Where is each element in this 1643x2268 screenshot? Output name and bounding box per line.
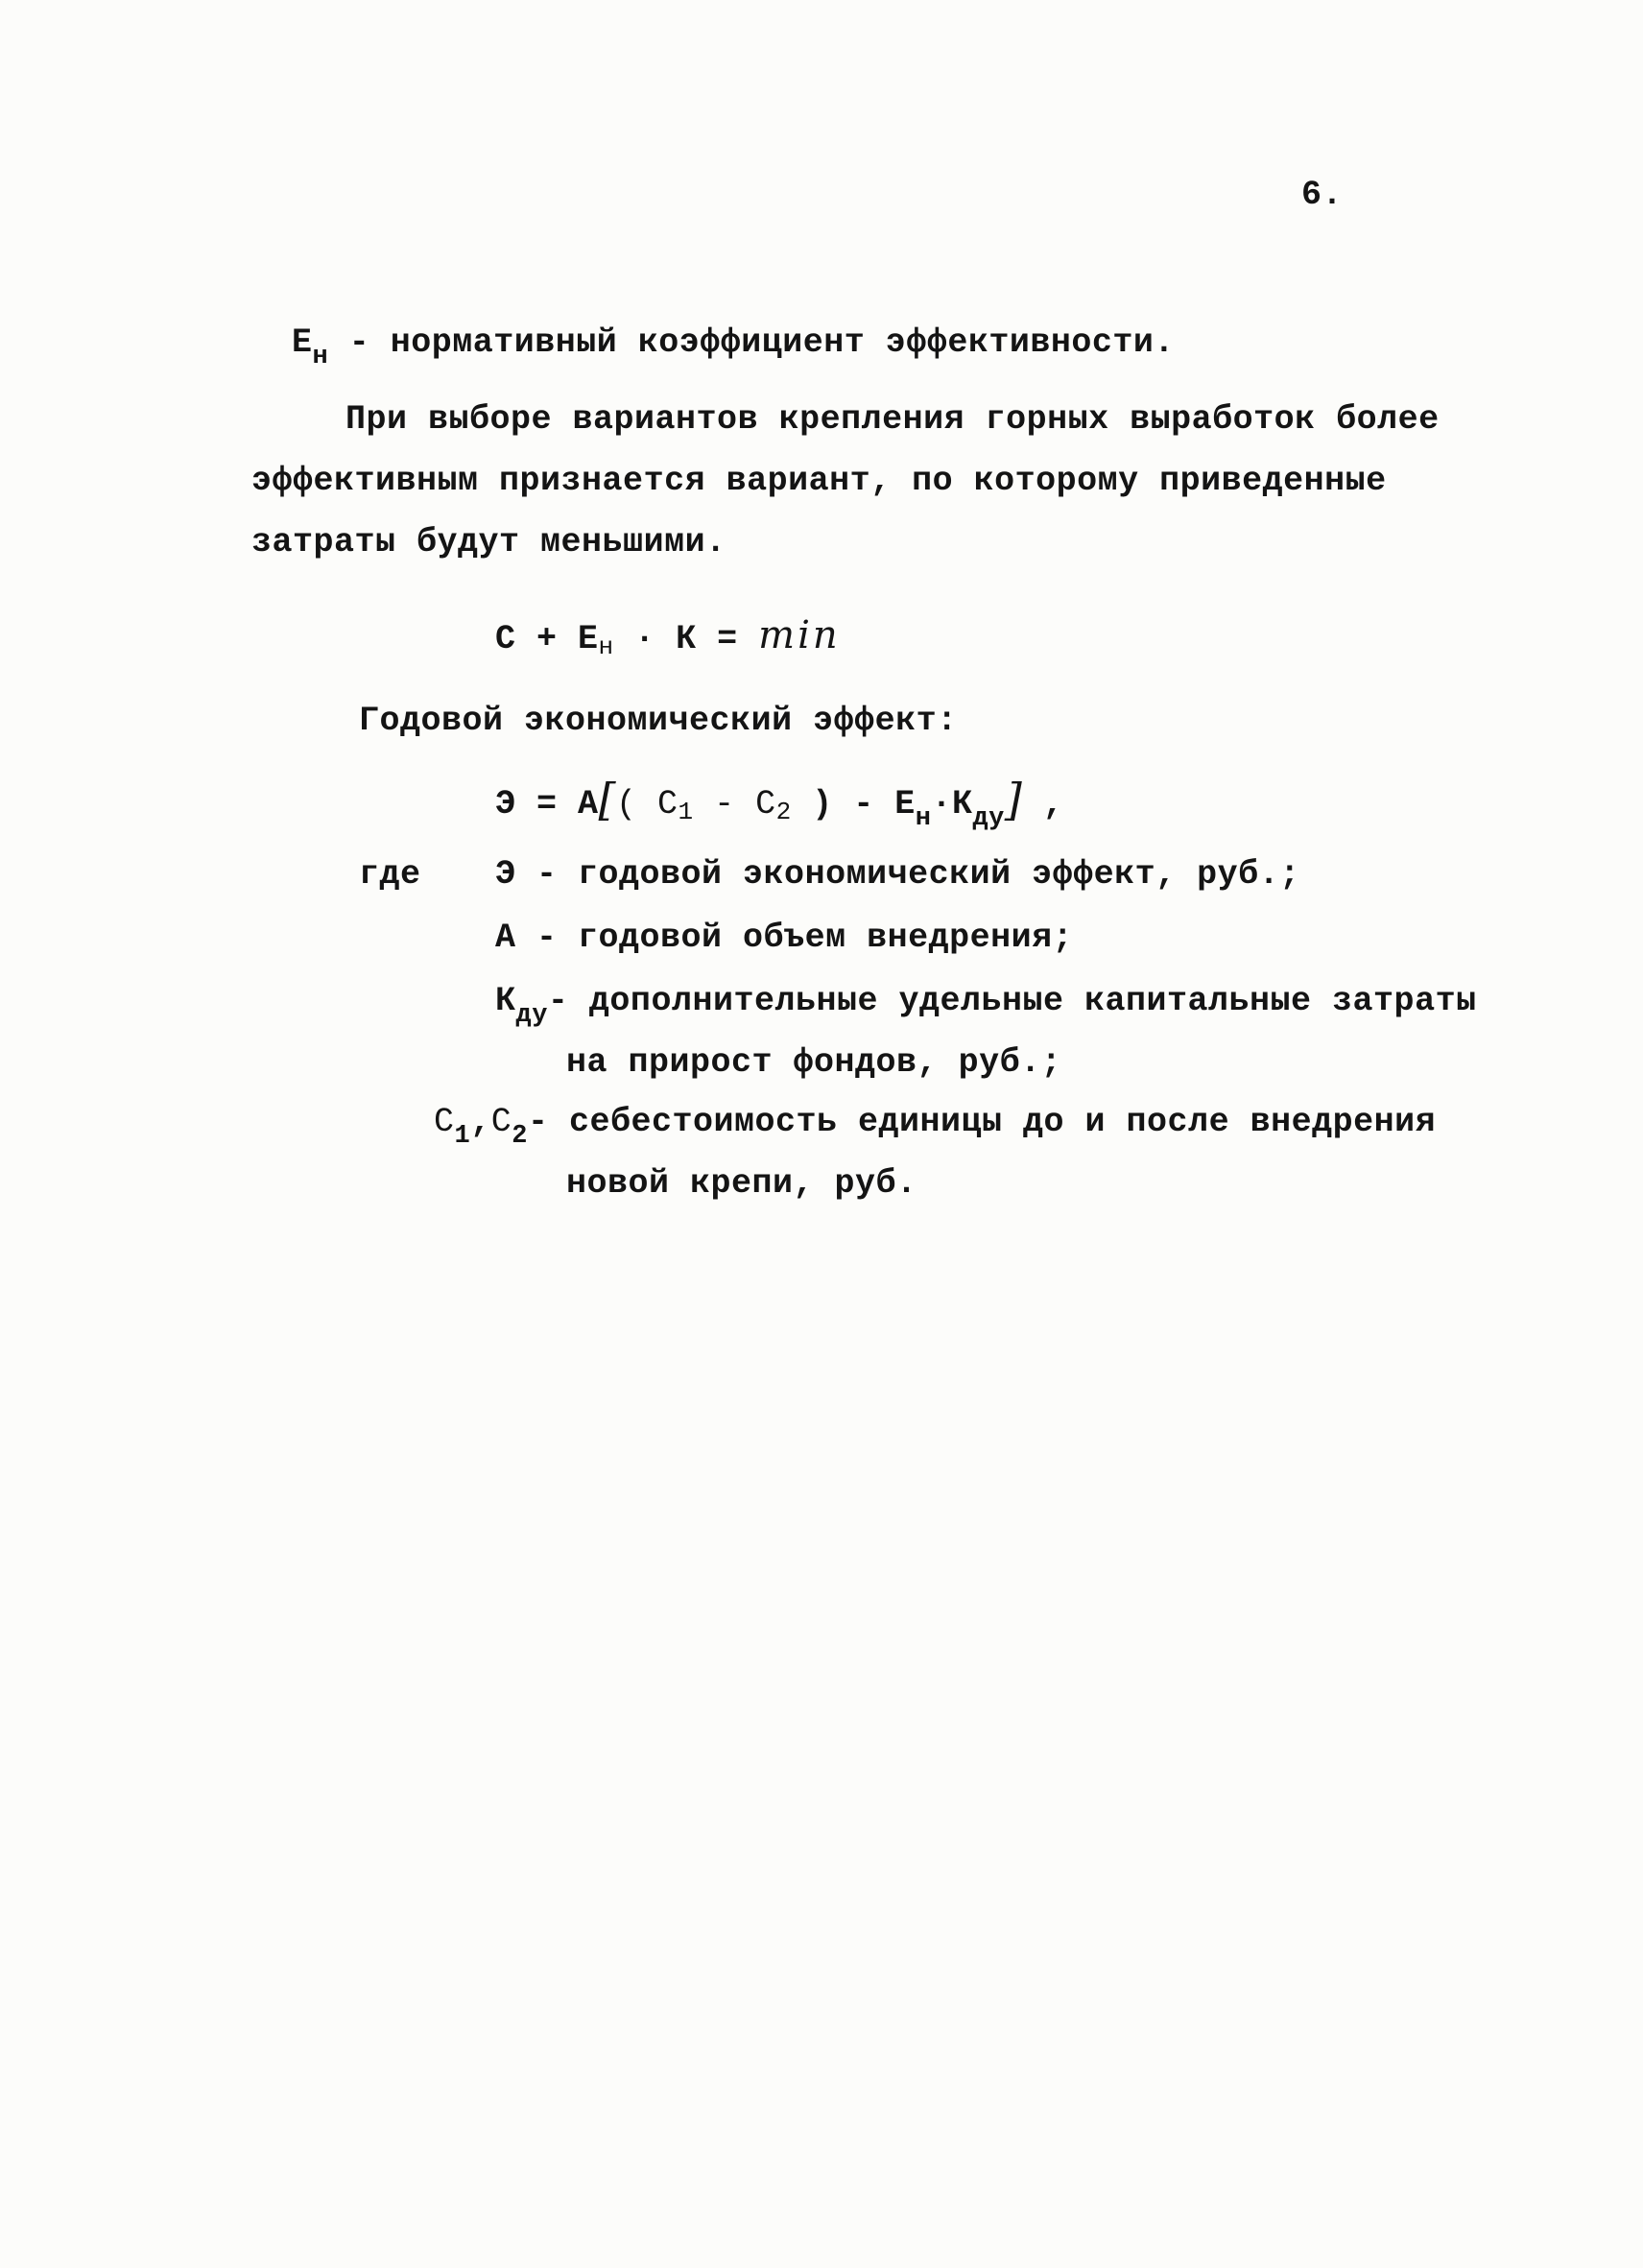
paragraph-line-3: затраты будут меньшими. (251, 523, 726, 561)
legend-c-comma: , (470, 1103, 491, 1141)
formula2-part4: ·К (931, 785, 973, 824)
legend-c-symbol1: С (434, 1103, 455, 1141)
legend-k-text: - дополнительные удельные капитальные затраты (547, 982, 1477, 1020)
legend-e (495, 855, 1300, 894)
formula2-end: , (1022, 785, 1064, 824)
paragraph-line-1: При выборе вариантов крепления горных выработок более (345, 400, 1440, 439)
formula2-sub4: ду (972, 804, 1005, 833)
en-subscript: н (312, 343, 329, 371)
paragraph-line-2: эффективным признается вариант, по которому приведенные (251, 462, 1387, 500)
formula2-part2: - С (693, 785, 776, 824)
formula2-sub2: 2 (775, 798, 792, 826)
legend-e-text: - годовой экономический эффект, руб.; (515, 855, 1300, 894)
page-number: 6. (1301, 176, 1344, 214)
legend-c-symbol2: С (490, 1103, 512, 1141)
formula1-mid: · К = (613, 620, 759, 658)
legend-a-text: - годовой объем внедрения; (515, 919, 1074, 957)
legend-k-continuation: на прирост фондов, руб.; (566, 1043, 1062, 1082)
effect-heading: Годовой экономический эффект: (359, 702, 958, 740)
legend-c-sub1: 1 (454, 1122, 471, 1151)
legend-k (495, 982, 1477, 1030)
formula-min-cost (495, 613, 841, 661)
legend-k-subscript: ду (515, 1001, 548, 1030)
where-label: где (359, 855, 421, 894)
formula2-close-bracket: ] (1004, 774, 1023, 825)
formula-annual-effect (495, 774, 1064, 833)
formula2-sub1: 1 (678, 798, 694, 826)
formula1-lhs: С + Е (495, 620, 599, 658)
en-symbol: Е (292, 323, 313, 362)
legend-c (434, 1103, 1437, 1151)
legend-k-symbol: К (495, 982, 516, 1020)
en-definition-text: - нормативный коэффициент эффективности. (328, 323, 1175, 362)
formula2-start: Э = А (495, 785, 599, 824)
legend-a (495, 921, 1073, 955)
legend-c-continuation: новой крепи, руб. (566, 1164, 917, 1203)
formula1-rhs: min (758, 613, 841, 657)
definition-en-line (292, 323, 1175, 371)
legend-e-symbol: Э (495, 855, 516, 894)
formula2-part3: ) - Е (791, 785, 916, 824)
legend-a-symbol: А (495, 919, 516, 957)
legend-c-sub2: 2 (512, 1122, 528, 1151)
legend-c-text: - себестоимость единицы до и после внедрения (527, 1103, 1437, 1141)
formula1-subscript: н (598, 633, 614, 661)
formula2-part1: ( С (615, 785, 679, 824)
formula2-sub3: н (915, 804, 932, 833)
formula2-open-bracket: [ (598, 774, 616, 825)
